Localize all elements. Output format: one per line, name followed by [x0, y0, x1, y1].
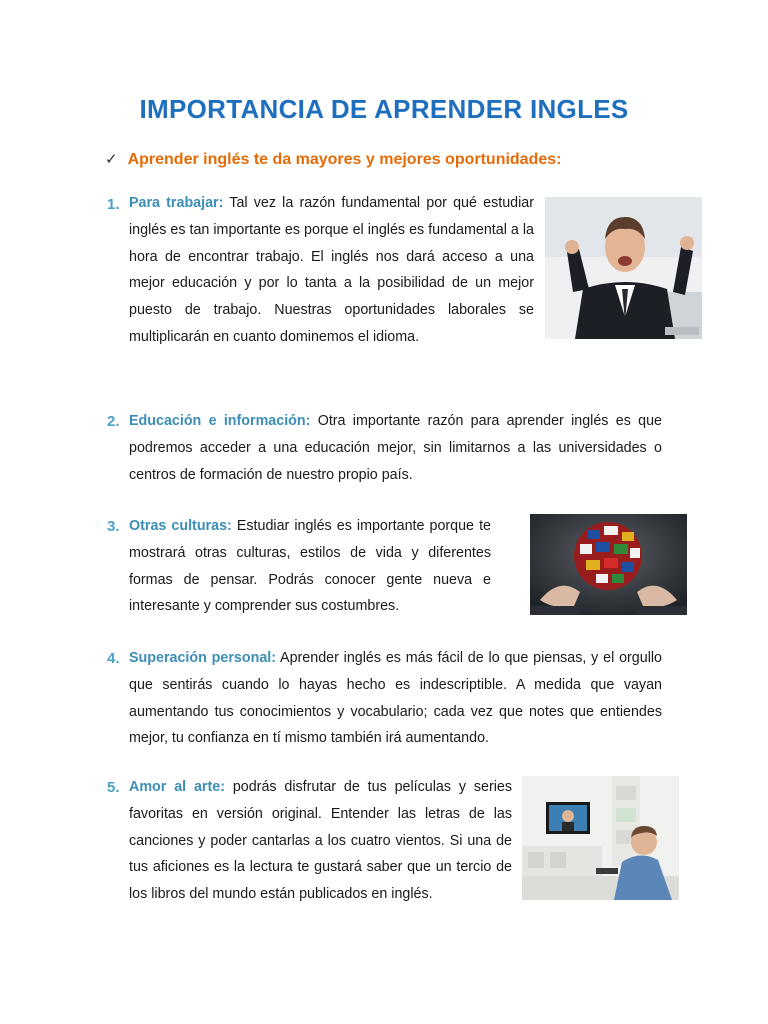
- item-number: 3.: [107, 518, 120, 535]
- item-paragraph: [129, 513, 491, 620]
- item-paragraph: [129, 645, 662, 752]
- item-lead: Educación e información:: [129, 413, 311, 429]
- item-paragraph: [129, 190, 534, 351]
- item-body: Otra importante razón para aprender inglés es que podremos acceder a una educación mejor, sin limitarnos a las universidades o centros de formación de nuestro propio país.: [129, 413, 662, 483]
- item-number: 2.: [107, 413, 120, 430]
- item-lead: Amor al arte:: [129, 779, 225, 795]
- item-body: Tal vez la razón fundamental por qué estudiar inglés es tan importante es porque el inglés es fundamental a la hora de encontrar trabajo. El inglés nos dará acceso a una mejor educación y por lo tanta a la posibilidad de un mejor puesto de trabajo. Nuestras oportunidades laborales se multiplicarán en cuanto dominemos el idioma.: [129, 195, 534, 345]
- page-title: IMPORTANCIA DE APRENDER INGLES: [139, 94, 629, 124]
- item-body: podrás disfrutar de tus películas y series favoritas en versión original. Entender las letras de las canciones y poder cantarlas a los cuatro vientos. Si una de tus aficiones es la lectura te gustará saber que un tercio de los libros del mundo están publicados en inglés.: [129, 779, 512, 903]
- businessman-celebrating-photo: [545, 197, 702, 339]
- subtitle-text: Aprender inglés te da mayores y mejores oportunidades:: [127, 151, 562, 168]
- item-lead: Superación personal:: [129, 650, 277, 666]
- item-number: 4.: [107, 650, 120, 667]
- section-subtitle: [105, 150, 561, 169]
- item-number: 5.: [107, 779, 120, 796]
- item-lead: Para trabajar:: [129, 195, 224, 211]
- checkmark-icon: ✓: [105, 151, 118, 168]
- flag-globe-hands-photo: [530, 514, 687, 615]
- item-paragraph: [129, 408, 662, 488]
- item-body: Estudiar inglés es importante porque te mostrará otras culturas, estilos de vida y diferentes formas de pensar. Podrás conocer gente nueva e interesante y comprender sus costumbres.: [129, 518, 491, 615]
- item-lead: Otras culturas:: [129, 518, 232, 534]
- item-paragraph: [129, 774, 512, 908]
- item-number: 1.: [107, 196, 120, 213]
- man-watching-tv-photo: [522, 776, 679, 900]
- item-body: Aprender inglés es más fácil de lo que piensas, y el orgullo que sentirás cuando lo hayas hecho es indescriptible. A medida que vayan aumentando tus conocimientos y vocabulario; cada vez que notes que entiendes mejor, tu confianza en tí mismo también irá aumentando.: [129, 650, 662, 747]
